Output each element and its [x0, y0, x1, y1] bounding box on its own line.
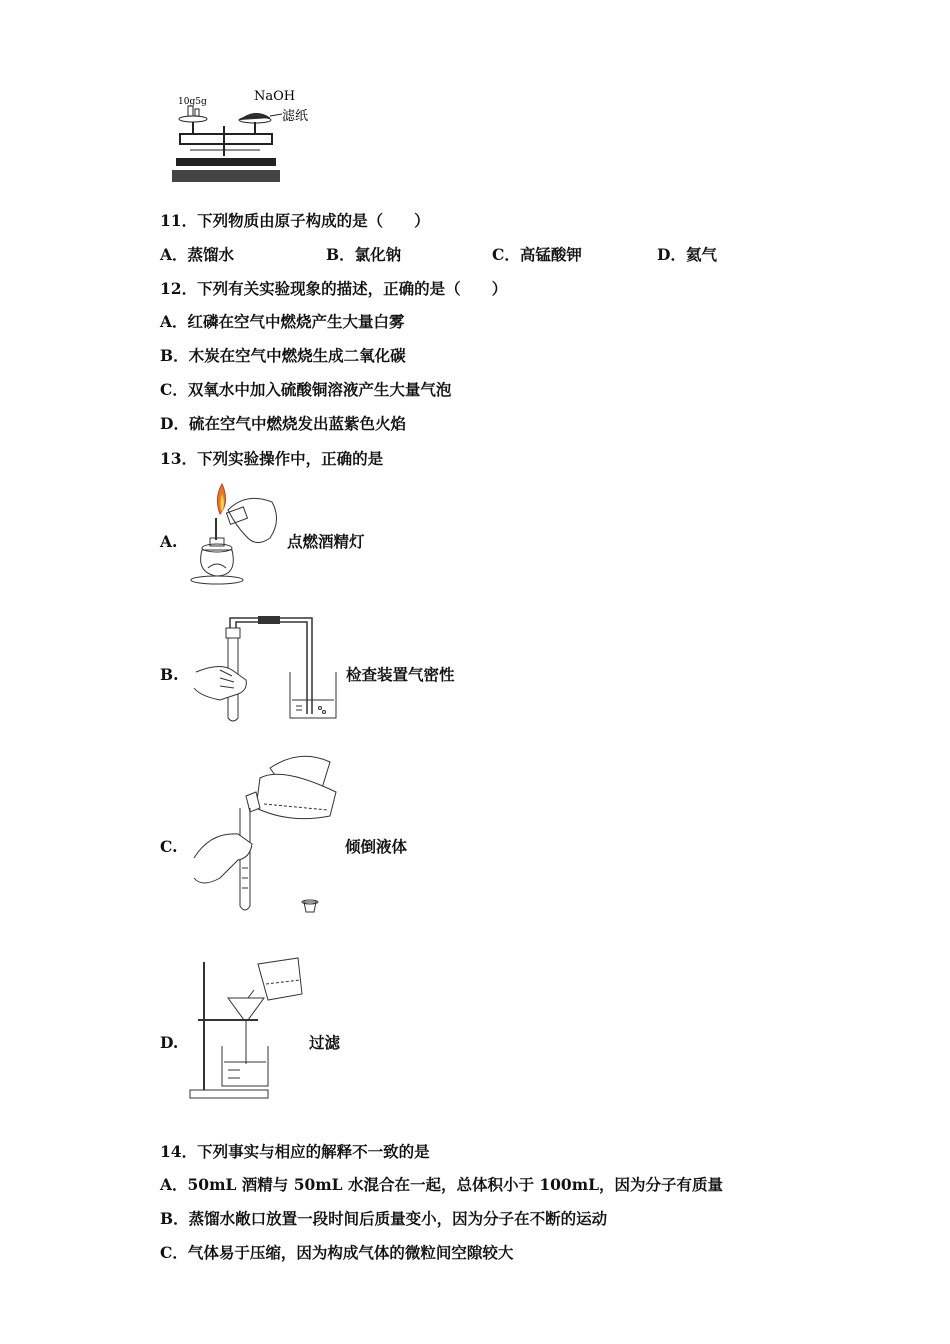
q12-stem: 12．下列有关实验现象的描述，正确的是（ ） [160, 279, 508, 298]
q13-option-d-caption: 过滤 [309, 1033, 341, 1052]
q11-option-b[interactable]: B．氯化钠 [326, 245, 402, 264]
filtration-figure [188, 954, 308, 1102]
balance-weights-label: 10g5g [178, 97, 207, 107]
q13-option-a-letter[interactable]: A. [160, 532, 178, 551]
q13-option-c-letter[interactable]: C. [160, 837, 178, 856]
q11-option-c[interactable]: C．高锰酸钾 [492, 245, 582, 264]
q12-option-b[interactable]: B．木炭在空气中燃烧生成二氧化碳 [160, 346, 406, 365]
airtightness-figure [190, 614, 340, 726]
balance-figure [170, 86, 320, 186]
q13-option-b-caption: 检查装置气密性 [346, 665, 455, 684]
q13-option-d-letter[interactable]: D. [160, 1033, 179, 1052]
q11-option-a[interactable]: A．蒸馏水 [160, 245, 235, 264]
q11-option-d[interactable]: D．氦气 [657, 245, 717, 264]
q13-stem: 13．下列实验操作中，正确的是 [160, 449, 384, 468]
q11-stem: 11．下列物质由原子构成的是（ ） [160, 211, 430, 230]
q14-option-b[interactable]: B．蒸馏水敞口放置一段时间后质量变小，因为分子在不断的运动 [160, 1209, 608, 1228]
balance-paper-label: 滤纸 [282, 109, 309, 124]
q14-stem: 14．下列事实与相应的解释不一致的是 [160, 1142, 430, 1161]
q13-option-a-caption: 点燃酒精灯 [287, 532, 365, 551]
q12-option-a[interactable]: A．红磷在空气中燃烧产生大量白雾 [160, 312, 405, 331]
q14-option-c[interactable]: C．气体易于压缩，因为构成气体的微粒间空隙较大 [160, 1243, 514, 1262]
q13-option-b-letter[interactable]: B. [160, 665, 179, 684]
pouring-liquid-figure [190, 748, 340, 918]
q12-option-c[interactable]: C．双氧水中加入硫酸铜溶液产生大量气泡 [160, 380, 452, 399]
q14-option-a[interactable]: A．50mL 酒精与 50mL 水混合在一起，总体积小于 100mL，因为分子有质量 [160, 1175, 724, 1194]
q13-option-c-caption: 倾倒液体 [345, 837, 408, 856]
q12-option-d[interactable]: D．硫在空气中燃烧发出蓝紫色火焰 [160, 414, 406, 433]
alcohol-lamp-figure [186, 480, 282, 586]
balance-naoh-label: NaOH [254, 89, 296, 104]
